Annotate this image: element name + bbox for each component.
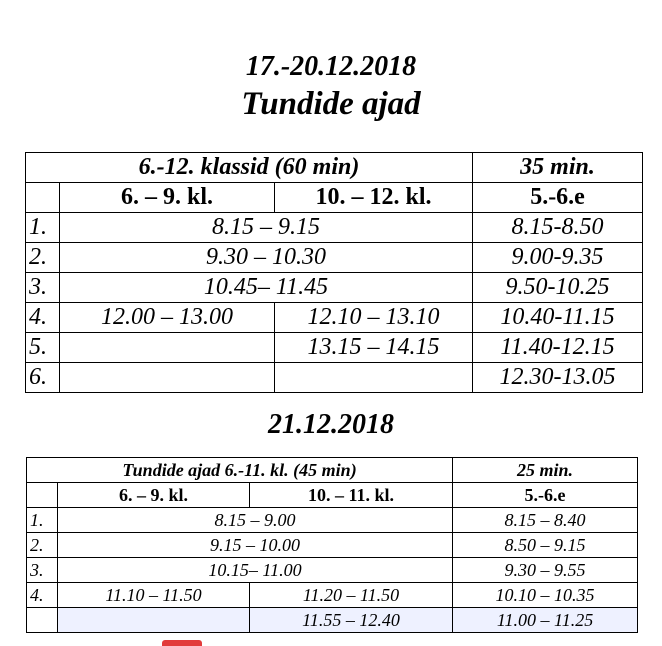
- lesson-number: [27, 608, 58, 633]
- lesson-number: 2.: [27, 533, 58, 558]
- lesson-time: 8.15 – 9.00: [58, 508, 453, 533]
- schedule-table-1: [25, 152, 643, 393]
- lesson-number: 4.: [26, 303, 60, 333]
- red-annotation-mark: [162, 640, 202, 646]
- column-header-grades-6-9: 6. – 9. kl.: [58, 483, 250, 508]
- lesson-number: 4.: [27, 583, 58, 608]
- lesson-time-short: 11.00 – 11.25: [453, 608, 638, 633]
- lesson-time-grades-10-12: 12.10 – 13.10: [275, 303, 473, 333]
- table-row: [26, 213, 643, 243]
- page-title: Tundide ajad: [241, 86, 421, 122]
- short-lesson-header: 25 min.: [453, 458, 638, 483]
- column-header-grades-10-12: 10. – 12. kl.: [275, 183, 473, 213]
- lesson-number: 2.: [26, 243, 60, 273]
- table-header-row: [26, 153, 643, 183]
- column-header-grades-5-6e: 5.-6.e: [473, 183, 643, 213]
- lesson-time-short: 8.15 – 8.40: [453, 508, 638, 533]
- lesson-number: 1.: [27, 508, 58, 533]
- lesson-time-grades-10-12: 13.15 – 14.15: [275, 333, 473, 363]
- lesson-time: 9.15 – 10.00: [58, 533, 453, 558]
- lesson-time-short: 9.30 – 9.55: [453, 558, 638, 583]
- lesson-time: 8.15 – 9.15: [60, 213, 473, 243]
- lesson-time-short: 10.10 – 10.35: [453, 583, 638, 608]
- short-lesson-header: 35 min.: [473, 153, 643, 183]
- lesson-time-grades-10-11: 11.20 – 11.50: [250, 583, 453, 608]
- table-subheader-row: [26, 183, 643, 213]
- table-subheader-row: [27, 483, 638, 508]
- empty-cell: [27, 483, 58, 508]
- group-header: 6.-12. klassid (60 min): [26, 153, 473, 183]
- schedule-date: 17.-20.12.2018: [245, 51, 417, 82]
- table-row: [27, 558, 638, 583]
- lesson-time-short: 8.50 – 9.15: [453, 533, 638, 558]
- lesson-time-grades-10-11: 11.55 – 12.40: [250, 608, 453, 633]
- lesson-number: 3.: [26, 273, 60, 303]
- lesson-time-grades-6-9: 12.00 – 13.00: [60, 303, 275, 333]
- column-header-grades-5-6e: 5.-6.e: [453, 483, 638, 508]
- table-row: [27, 508, 638, 533]
- table-row: [26, 303, 643, 333]
- lesson-number: 1.: [26, 213, 60, 243]
- lesson-time-grades-10-12: [275, 363, 473, 393]
- table-row: [26, 273, 643, 303]
- lesson-time-grades-6-9: [60, 333, 275, 363]
- lesson-number: 5.: [26, 333, 60, 363]
- group-header: Tundide ajad 6.-11. kl. (45 min): [27, 458, 453, 483]
- lesson-time-short: 11.40-12.15: [473, 333, 643, 363]
- lesson-time-grades-6-9: [58, 608, 250, 633]
- lesson-time-short: 8.15-8.50: [473, 213, 643, 243]
- lesson-time-short: 9.00-9.35: [473, 243, 643, 273]
- lesson-time-grades-6-9: 11.10 – 11.50: [58, 583, 250, 608]
- table-row: [26, 333, 643, 363]
- lesson-time: 10.45– 11.45: [60, 273, 473, 303]
- table-header-row: [27, 458, 638, 483]
- second-schedule-date: 21.12.2018: [268, 409, 394, 440]
- lesson-time: 9.30 – 10.30: [60, 243, 473, 273]
- table-row: [26, 243, 643, 273]
- empty-cell: [26, 183, 60, 213]
- lesson-number: 3.: [27, 558, 58, 583]
- table-row: [26, 363, 643, 393]
- table-row: [27, 533, 638, 558]
- lesson-time-short: 10.40-11.15: [473, 303, 643, 333]
- table-row: [27, 608, 638, 633]
- column-header-grades-10-11: 10. – 11. kl.: [250, 483, 453, 508]
- lesson-time-grades-6-9: [60, 363, 275, 393]
- lesson-time: 10.15– 11.00: [58, 558, 453, 583]
- schedule-table-2: [26, 457, 638, 633]
- table-row: [27, 583, 638, 608]
- lesson-time-short: 9.50-10.25: [473, 273, 643, 303]
- column-header-grades-6-9: 6. – 9. kl.: [60, 183, 275, 213]
- lesson-time-short: 12.30-13.05: [473, 363, 643, 393]
- lesson-number: 6.: [26, 363, 60, 393]
